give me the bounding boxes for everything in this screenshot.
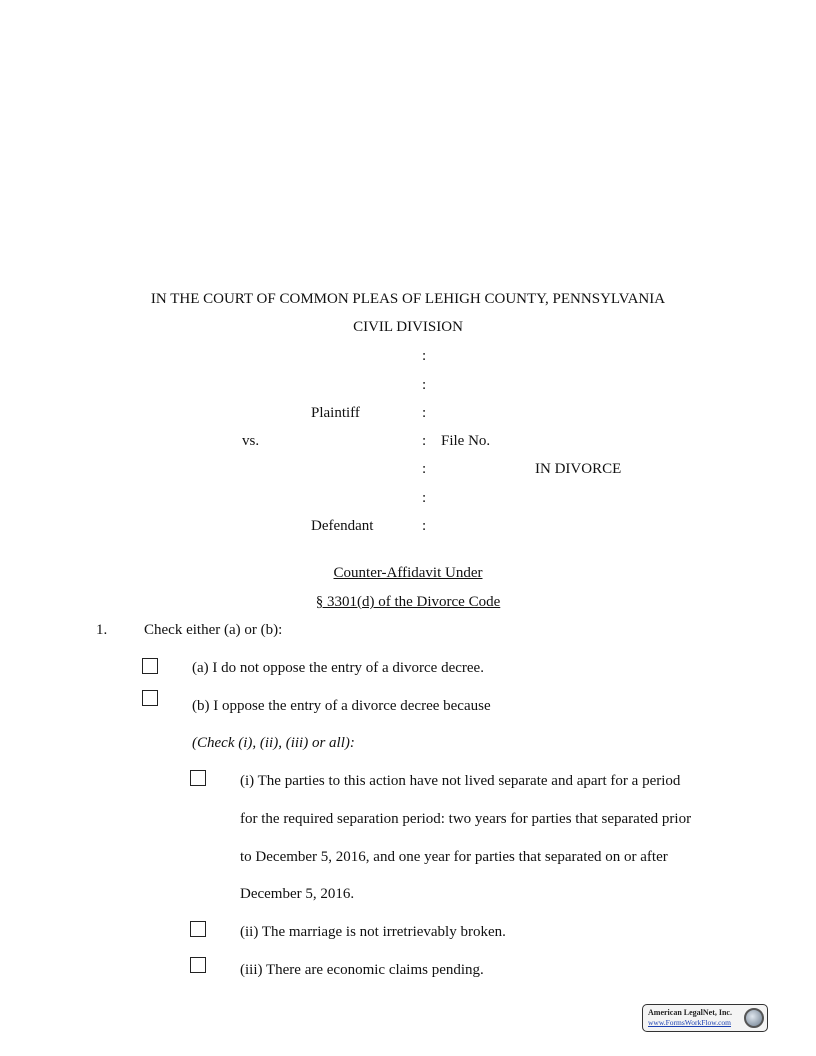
- document-title-line2: § 3301(d) of the Divorce Code: [315, 594, 501, 610]
- caption-colon: :: [422, 518, 427, 534]
- item-instruction: Check either (a) or (b):: [144, 622, 283, 638]
- option-b-label: (b) I oppose the entry of a divorce decree because: [192, 698, 491, 714]
- document-title-line1: Counter-Affidavit Under: [333, 565, 483, 581]
- caption-colon: :: [422, 433, 427, 449]
- vs-label: vs.: [242, 433, 260, 449]
- reason-ii-checkbox[interactable]: [190, 921, 206, 937]
- court-heading: IN THE COURT OF COMMON PLEAS OF LEHIGH COUNTY, PENNSYLVANIA: [150, 291, 666, 307]
- document-subtitle: [0, 593, 816, 611]
- item-number: 1.: [96, 622, 108, 638]
- caption-colon: :: [422, 405, 427, 421]
- caption-colon: :: [422, 490, 427, 506]
- globe-icon: [744, 1008, 764, 1028]
- document-title: [0, 564, 816, 582]
- defendant-label: Defendant: [311, 518, 374, 534]
- publisher-logo[interactable]: [642, 1004, 768, 1032]
- in-divorce-label: IN DIVORCE: [535, 461, 622, 477]
- option-b-checkbox[interactable]: [142, 690, 158, 706]
- file-no-label: File No.: [441, 433, 491, 449]
- option-a-label: (a) I do not oppose the entry of a divorce decree.: [192, 660, 484, 676]
- caption-colon: :: [422, 348, 427, 364]
- caption-colon: :: [422, 377, 427, 393]
- reason-i-line: (i) The parties to this action have not lived separate and apart for a period: [240, 773, 681, 789]
- sub-instruction: (Check (i), (ii), (iii) or all):: [192, 735, 355, 751]
- reason-i-line: December 5, 2016.: [240, 886, 355, 902]
- division-heading: CIVIL DIVISION: [353, 319, 463, 335]
- reason-i-line: for the required separation period: two years for parties that separated prior: [240, 811, 692, 827]
- reason-ii-label: (ii) The marriage is not irretrievably broken.: [240, 924, 506, 940]
- publisher-url[interactable]: www.FormsWorkFlow.com: [648, 1018, 732, 1027]
- reason-i-line: to December 5, 2016, and one year for parties that separated on or after: [240, 849, 668, 865]
- reason-iii-label: (iii) There are economic claims pending.: [240, 962, 484, 978]
- publisher-name: American LegalNet, Inc.: [648, 1008, 732, 1017]
- caption-colon: :: [422, 461, 427, 477]
- plaintiff-label: Plaintiff: [311, 405, 360, 421]
- reason-i-checkbox[interactable]: [190, 770, 206, 786]
- option-a-checkbox[interactable]: [142, 658, 158, 674]
- reason-iii-checkbox[interactable]: [190, 957, 206, 973]
